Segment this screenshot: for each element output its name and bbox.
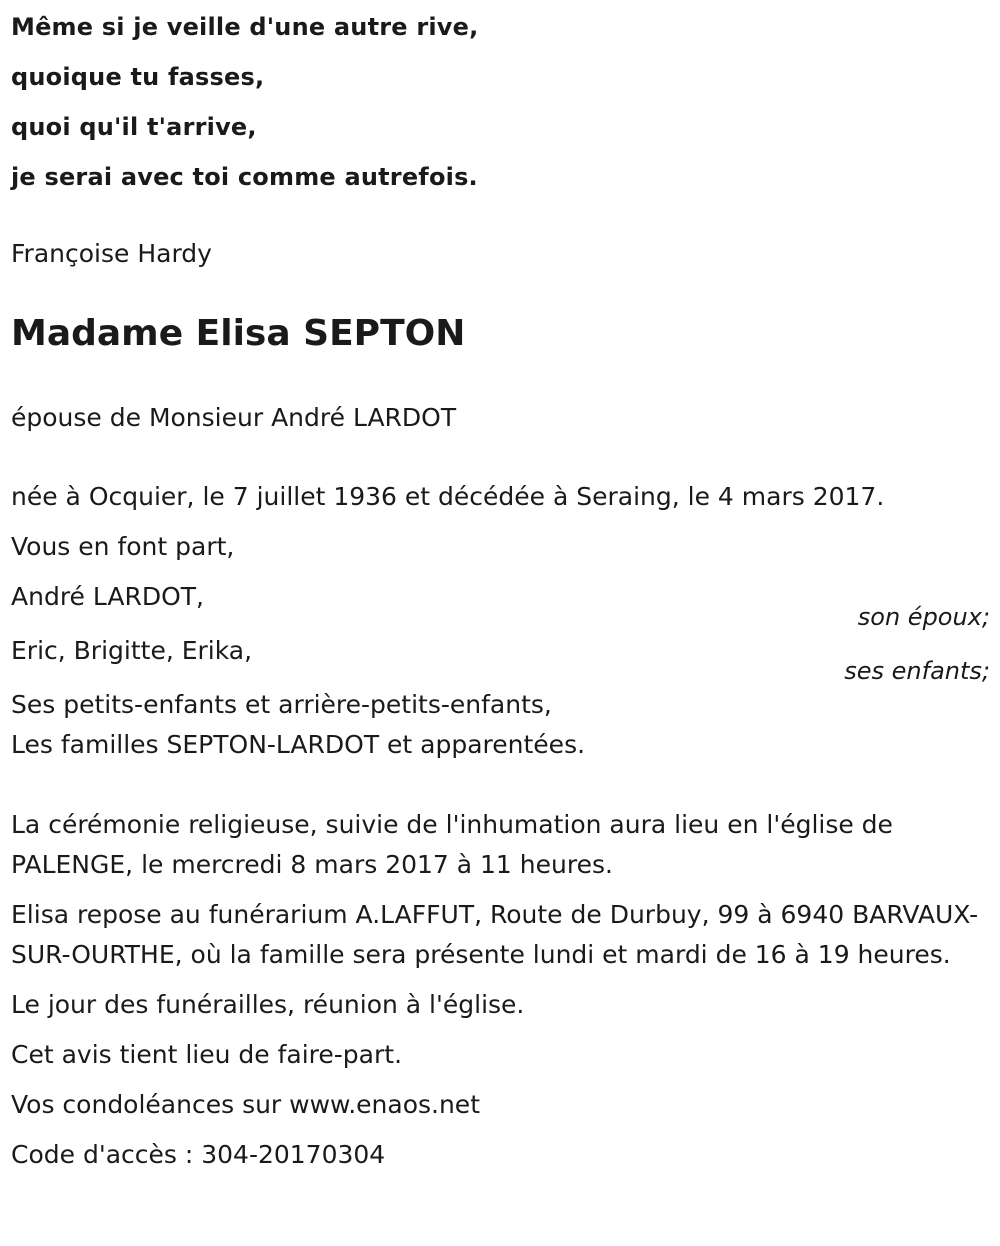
obituary-document: [11, 0, 991, 1185]
access-code: Code d'accès : 304-20170304: [11, 1140, 386, 1169]
meeting-info: Le jour des funérailles, réunion à l'église.: [11, 990, 525, 1019]
birth-death-line: née à Ocquier, le 7 juillet 1936 et décédée à Seraing, le 4 mars 2017.: [11, 482, 885, 511]
family-children: Eric, Brigitte, Erika,: [11, 636, 253, 665]
family-children-role: ses enfants;: [844, 657, 990, 685]
poem-line-1: Même si je veille d'une autre rive,: [11, 13, 479, 41]
notice-info: Cet avis tient lieu de faire-part.: [11, 1040, 403, 1069]
family-spouse-role: son époux;: [857, 603, 990, 631]
condolences-info: Vos condoléances sur www.enaos.net: [11, 1090, 480, 1119]
deceased-name: Madame Elisa SEPTON: [11, 313, 466, 354]
poem-author: Françoise Hardy: [11, 239, 212, 268]
poem-line-3: quoi qu'il t'arrive,: [11, 113, 257, 141]
announcement: Vous en font part,: [11, 532, 235, 561]
poem-line-2: quoique tu fasses,: [11, 63, 265, 91]
poem-line-4: je serai avec toi comme autrefois.: [11, 163, 478, 191]
family-spouse: André LARDOT,: [11, 582, 204, 611]
family-grandchildren: Ses petits-enfants et arrière-petits-enfants,: [11, 690, 552, 719]
ceremony-info: La cérémonie religieuse, suivie de l'inhumation aura lieu en l'église de PALENGE, le mercredi 8 mars 2017 à 11 heures.: [11, 810, 893, 879]
funerarium-info: Elisa repose au funérarium A.LAFFUT, Route de Durbuy, 99 à 6940 BARVAUX-SUR-OURTHE, où la famille sera présente lundi et mardi de 16 à 19 heures.: [11, 900, 979, 969]
spouse-line: épouse de Monsieur André LARDOT: [11, 403, 457, 432]
poem: [11, 2, 991, 202]
family-families: Les familles SEPTON-LARDOT et apparentées.: [11, 730, 586, 759]
